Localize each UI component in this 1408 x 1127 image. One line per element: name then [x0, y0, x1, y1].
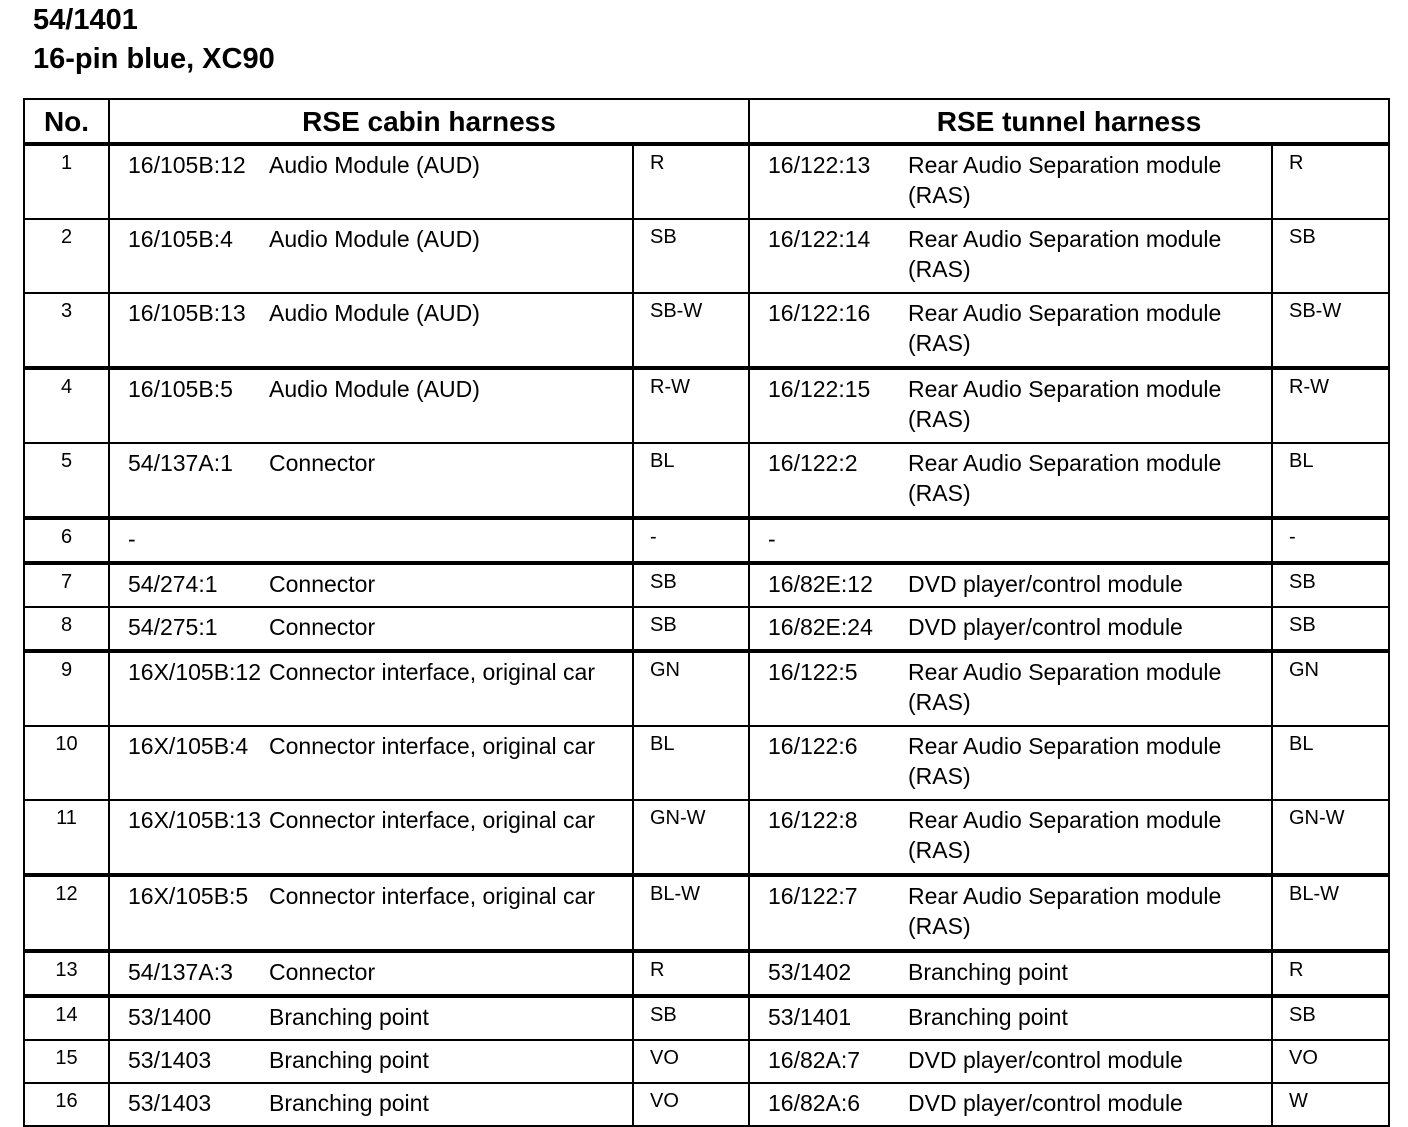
cabin-harness-cell [109, 293, 633, 368]
tunnel-connector-id: 16/122:8 [768, 807, 858, 833]
cabin-harness-cell [109, 219, 633, 293]
cabin-description: Connector interface, original car [269, 807, 595, 833]
cabin-connector-id: 16X/105B:5 [128, 883, 249, 909]
tunnel-description: Rear Audio Separation module (RAS) [908, 807, 1222, 863]
tunnel-wire-color: SB [1272, 607, 1389, 651]
tunnel-harness-cell [749, 443, 1272, 518]
tunnel-connector-id: 16/122:5 [768, 659, 858, 685]
cabin-harness-cell [109, 951, 633, 996]
cabin-wire-color: VO [633, 1083, 749, 1126]
header-no: No. [24, 99, 109, 144]
tunnel-connector-id: 16/122:16 [768, 300, 871, 326]
pin-number: 15 [24, 1040, 109, 1083]
table-body [24, 144, 1389, 1126]
tunnel-connector-id: 16/122:14 [768, 226, 871, 252]
cabin-description [269, 524, 632, 554]
tunnel-connector-id: 53/1401 [768, 1004, 852, 1030]
tunnel-harness-cell [749, 726, 1272, 800]
tunnel-connector-id: 16/122:13 [768, 152, 871, 178]
cabin-description: Audio Module (AUD) [269, 152, 480, 178]
pin-number: 1 [24, 144, 109, 219]
tunnel-connector-id: 53/1402 [768, 959, 852, 985]
tunnel-wire-color: SB [1272, 996, 1389, 1040]
table-row [24, 726, 1389, 800]
table-row [24, 219, 1389, 293]
cabin-connector-id: 16/105B:13 [128, 300, 246, 326]
tunnel-harness-cell [749, 144, 1272, 219]
tunnel-wire-color: GN-W [1272, 800, 1389, 875]
cabin-description: Branching point [269, 1047, 429, 1073]
tunnel-wire-color: - [1272, 518, 1389, 563]
tunnel-description: Rear Audio Separation module (RAS) [908, 376, 1222, 432]
tunnel-wire-color: SB [1272, 219, 1389, 293]
cabin-description: Audio Module (AUD) [269, 376, 480, 402]
cabin-wire-color: BL [633, 726, 749, 800]
pin-number: 10 [24, 726, 109, 800]
tunnel-connector-id: 16/82E:24 [768, 614, 873, 640]
cabin-harness-cell [109, 563, 633, 607]
cabin-harness-cell [109, 996, 633, 1040]
tunnel-description: Rear Audio Separation module (RAS) [908, 300, 1222, 356]
tunnel-wire-color: R [1272, 144, 1389, 219]
tunnel-connector-id: 16/122:15 [768, 376, 871, 402]
tunnel-wire-color: BL [1272, 443, 1389, 518]
cabin-connector-id: 54/137A:1 [128, 450, 233, 476]
page-title: 54/1401 [33, 4, 138, 36]
cabin-wire-color: GN-W [633, 800, 749, 875]
cabin-connector-id: 16X/105B:12 [128, 659, 262, 685]
tunnel-wire-color: BL [1272, 726, 1389, 800]
cabin-harness-cell [109, 607, 633, 651]
table-row [24, 1040, 1389, 1083]
cabin-description: Connector [269, 614, 376, 640]
cabin-harness-cell [109, 518, 633, 563]
table-row [24, 996, 1389, 1040]
pinout-table [23, 98, 1390, 1127]
tunnel-wire-color: W [1272, 1083, 1389, 1126]
tunnel-harness-cell [749, 951, 1272, 996]
cabin-description: Connector [269, 450, 376, 476]
cabin-connector-id: 54/275:1 [128, 614, 218, 640]
pin-number: 4 [24, 368, 109, 443]
tunnel-harness-cell [749, 518, 1272, 563]
tunnel-harness-cell [749, 800, 1272, 875]
cabin-connector-id: 53/1403 [128, 1090, 212, 1116]
tunnel-description: DVD player/control module [908, 571, 1183, 597]
tunnel-wire-color: R [1272, 951, 1389, 996]
cabin-description: Connector [269, 571, 376, 597]
pin-number: 11 [24, 800, 109, 875]
tunnel-wire-color: SB-W [1272, 293, 1389, 368]
tunnel-description: Branching point [908, 1004, 1068, 1030]
cabin-connector-id: - [128, 526, 136, 552]
header-cabin-harness: RSE cabin harness [109, 99, 749, 144]
table-row [24, 293, 1389, 368]
tunnel-description: Rear Audio Separation module (RAS) [908, 226, 1222, 282]
cabin-description: Audio Module (AUD) [269, 300, 480, 326]
cabin-wire-color: GN [633, 651, 749, 726]
tunnel-connector-id: - [768, 526, 776, 552]
header-tunnel-harness: RSE tunnel harness [749, 99, 1389, 144]
cabin-harness-cell [109, 1083, 633, 1126]
cabin-connector-id: 16/105B:5 [128, 376, 233, 402]
tunnel-description: Rear Audio Separation module (RAS) [908, 450, 1222, 506]
pin-number: 16 [24, 1083, 109, 1126]
cabin-description: Connector [269, 959, 376, 985]
tunnel-description: DVD player/control module [908, 1090, 1183, 1116]
cabin-connector-id: 54/274:1 [128, 571, 218, 597]
cabin-harness-cell [109, 368, 633, 443]
pin-number: 7 [24, 563, 109, 607]
tunnel-harness-cell [749, 293, 1272, 368]
cabin-harness-cell [109, 144, 633, 219]
cabin-connector-id: 16/105B:12 [128, 152, 246, 178]
cabin-description: Branching point [269, 1004, 429, 1030]
cabin-wire-color: R [633, 144, 749, 219]
cabin-wire-color: SB [633, 996, 749, 1040]
table-row [24, 1083, 1389, 1126]
tunnel-wire-color: SB [1272, 563, 1389, 607]
cabin-harness-cell [109, 726, 633, 800]
cabin-description: Connector interface, original car [269, 883, 595, 909]
tunnel-description: DVD player/control module [908, 1047, 1183, 1073]
cabin-description: Branching point [269, 1090, 429, 1116]
tunnel-connector-id: 16/122:2 [768, 450, 858, 476]
cabin-connector-id: 16/105B:4 [128, 226, 233, 252]
cabin-description: Connector interface, original car [269, 659, 595, 685]
pin-number: 5 [24, 443, 109, 518]
pin-number: 2 [24, 219, 109, 293]
tunnel-harness-cell [749, 651, 1272, 726]
tunnel-description: Branching point [908, 959, 1068, 985]
cabin-wire-color: SB [633, 563, 749, 607]
cabin-wire-color: R-W [633, 368, 749, 443]
cabin-harness-cell [109, 1040, 633, 1083]
cabin-harness-cell [109, 651, 633, 726]
tunnel-wire-color: R-W [1272, 368, 1389, 443]
tunnel-connector-id: 16/122:7 [768, 883, 858, 909]
cabin-wire-color: SB [633, 219, 749, 293]
tunnel-harness-cell [749, 607, 1272, 651]
table-row [24, 875, 1389, 951]
cabin-connector-id: 54/137A:3 [128, 959, 233, 985]
table-row [24, 443, 1389, 518]
table-row [24, 563, 1389, 607]
cabin-description: Audio Module (AUD) [269, 226, 480, 252]
table-row [24, 144, 1389, 219]
cabin-harness-cell [109, 800, 633, 875]
tunnel-connector-id: 16/82A:7 [768, 1047, 861, 1073]
tunnel-harness-cell [749, 219, 1272, 293]
cabin-connector-id: 53/1400 [128, 1004, 212, 1030]
cabin-connector-id: 16X/105B:13 [128, 807, 262, 833]
table-header-row [24, 99, 1389, 144]
tunnel-harness-cell [749, 875, 1272, 951]
cabin-harness-cell [109, 443, 633, 518]
pin-number: 3 [24, 293, 109, 368]
tunnel-description: Rear Audio Separation module (RAS) [908, 659, 1222, 715]
cabin-wire-color: SB-W [633, 293, 749, 368]
tunnel-description: Rear Audio Separation module (RAS) [908, 883, 1222, 939]
tunnel-description: Rear Audio Separation module (RAS) [908, 733, 1222, 789]
tunnel-connector-id: 16/82E:12 [768, 571, 873, 597]
pin-number: 6 [24, 518, 109, 563]
cabin-wire-color: BL-W [633, 875, 749, 951]
tunnel-harness-cell [749, 996, 1272, 1040]
tunnel-connector-id: 16/122:6 [768, 733, 858, 759]
tunnel-harness-cell [749, 1083, 1272, 1126]
pin-number: 13 [24, 951, 109, 996]
pin-number: 14 [24, 996, 109, 1040]
table-row [24, 800, 1389, 875]
cabin-wire-color: BL [633, 443, 749, 518]
cabin-harness-cell [109, 875, 633, 951]
tunnel-harness-cell [749, 368, 1272, 443]
table-row [24, 607, 1389, 651]
tunnel-description [908, 524, 1271, 554]
cabin-wire-color: VO [633, 1040, 749, 1083]
page-subtitle: 16-pin blue, XC90 [33, 43, 275, 75]
table-row [24, 518, 1389, 563]
cabin-wire-color: SB [633, 607, 749, 651]
tunnel-description: DVD player/control module [908, 614, 1183, 640]
cabin-connector-id: 53/1403 [128, 1047, 212, 1073]
tunnel-harness-cell [749, 1040, 1272, 1083]
tunnel-wire-color: VO [1272, 1040, 1389, 1083]
tunnel-harness-cell [749, 563, 1272, 607]
table-row [24, 368, 1389, 443]
cabin-connector-id: 16X/105B:4 [128, 733, 249, 759]
pin-number: 12 [24, 875, 109, 951]
cabin-description: Connector interface, original car [269, 733, 595, 759]
table-row [24, 951, 1389, 996]
tunnel-wire-color: GN [1272, 651, 1389, 726]
tunnel-wire-color: BL-W [1272, 875, 1389, 951]
tunnel-connector-id: 16/82A:6 [768, 1090, 861, 1116]
cabin-wire-color: - [633, 518, 749, 563]
pin-number: 8 [24, 607, 109, 651]
cabin-wire-color: R [633, 951, 749, 996]
table-row [24, 651, 1389, 726]
pin-number: 9 [24, 651, 109, 726]
tunnel-description: Rear Audio Separation module (RAS) [908, 152, 1222, 208]
